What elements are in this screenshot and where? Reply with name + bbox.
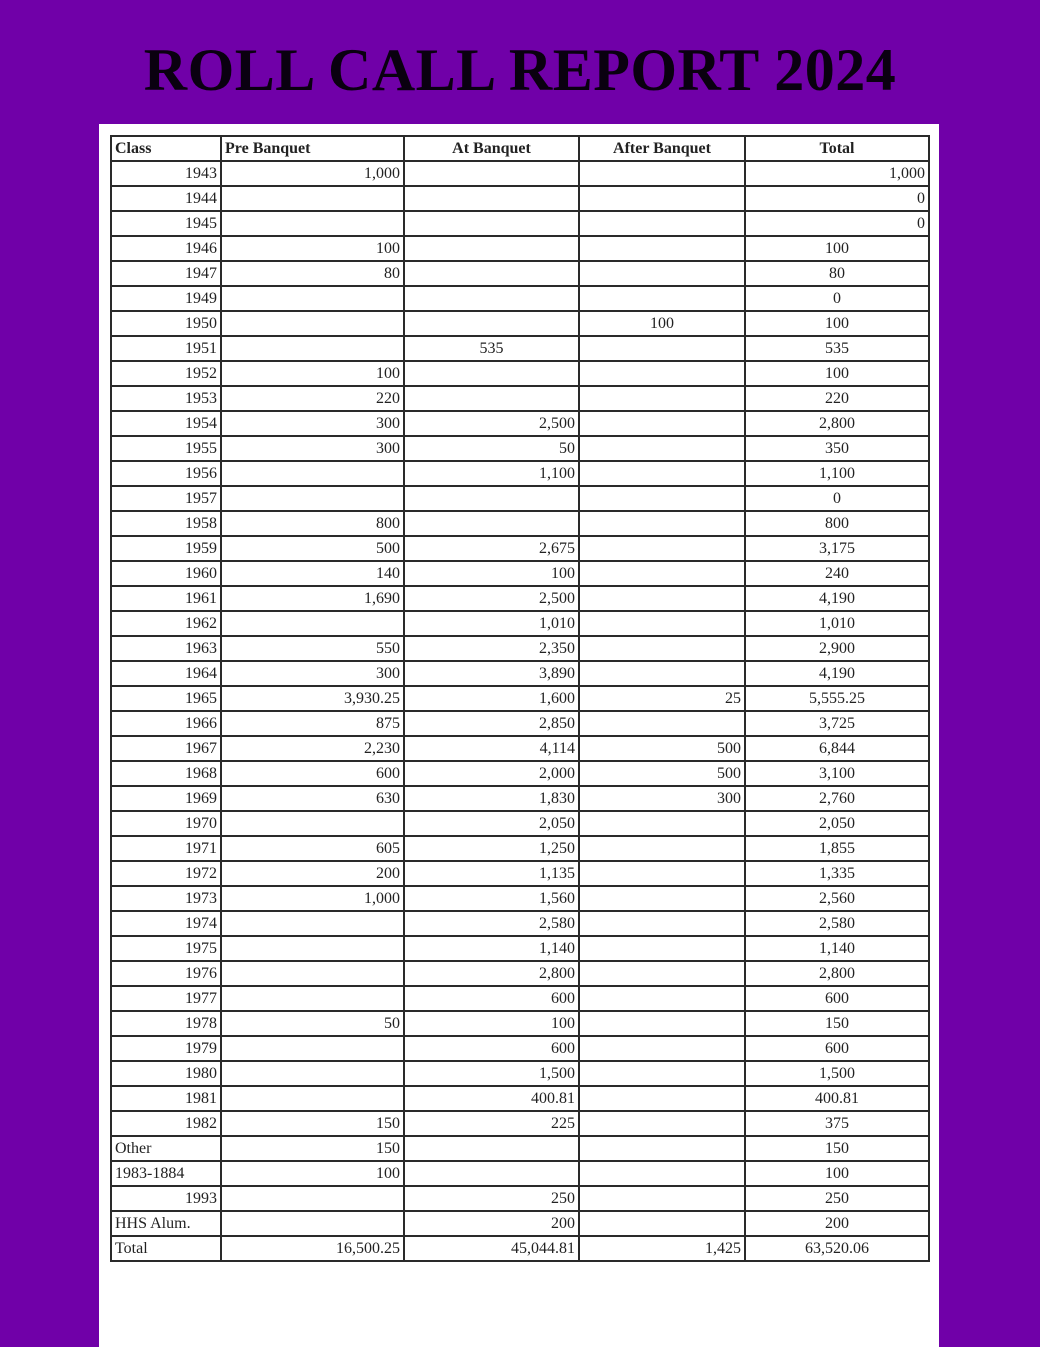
cell-pre-banquet: 300 (221, 436, 404, 461)
cell-at-banquet: 100 (404, 1011, 579, 1036)
cell-at-banquet: 1,830 (404, 786, 579, 811)
cell-at-banquet (404, 211, 579, 236)
cell-total: 2,560 (745, 886, 929, 911)
cell-total: 1,100 (745, 461, 929, 486)
cell-class: 1949 (111, 286, 221, 311)
cell-total: 600 (745, 986, 929, 1011)
table-row (111, 886, 929, 911)
cell-class: 1976 (111, 961, 221, 986)
cell-after-banquet (579, 811, 745, 836)
cell-class: 1971 (111, 836, 221, 861)
report-sheet (99, 124, 939, 1347)
table-row (111, 1061, 929, 1086)
cell-after-banquet (579, 1111, 745, 1136)
table-row (111, 686, 929, 711)
cell-class: 1954 (111, 411, 221, 436)
cell-class: HHS Alum. (111, 1211, 221, 1236)
table-row (111, 986, 929, 1011)
header-at-banquet: At Banquet (404, 136, 579, 161)
cell-class: 1965 (111, 686, 221, 711)
cell-class: 1959 (111, 536, 221, 561)
cell-pre-banquet (221, 1211, 404, 1236)
cell-class: 1958 (111, 511, 221, 536)
cell-total: 375 (745, 1111, 929, 1136)
cell-pre-banquet: 100 (221, 361, 404, 386)
cell-after-banquet (579, 911, 745, 936)
cell-pre-banquet: 1,000 (221, 886, 404, 911)
cell-after-banquet (579, 511, 745, 536)
cell-after-banquet (579, 411, 745, 436)
cell-after-banquet: 500 (579, 761, 745, 786)
cell-total: 1,855 (745, 836, 929, 861)
cell-pre-banquet: 220 (221, 386, 404, 411)
table-row (111, 1011, 929, 1036)
table-body (111, 161, 929, 1261)
cell-after-banquet (579, 886, 745, 911)
table-row (111, 936, 929, 961)
cell-total: 63,520.06 (745, 1236, 929, 1261)
table-row (111, 586, 929, 611)
cell-class: 1978 (111, 1011, 221, 1036)
header-row (111, 136, 929, 161)
cell-total: 600 (745, 1036, 929, 1061)
cell-pre-banquet: 100 (221, 1161, 404, 1186)
cell-total: 4,190 (745, 661, 929, 686)
cell-class: 1981 (111, 1086, 221, 1111)
cell-at-banquet: 4,114 (404, 736, 579, 761)
cell-at-banquet (404, 311, 579, 336)
table-row (111, 461, 929, 486)
cell-class: 1974 (111, 911, 221, 936)
cell-at-banquet: 1,600 (404, 686, 579, 711)
cell-at-banquet: 1,500 (404, 1061, 579, 1086)
cell-class: 1955 (111, 436, 221, 461)
header-after-banquet: After Banquet (579, 136, 745, 161)
cell-total: 150 (745, 1136, 929, 1161)
table-row (111, 511, 929, 536)
cell-class: 1962 (111, 611, 221, 636)
cell-after-banquet: 500 (579, 736, 745, 761)
table-row (111, 661, 929, 686)
cell-class: 1943 (111, 161, 221, 186)
cell-total: 250 (745, 1186, 929, 1211)
table-row (111, 1111, 929, 1136)
cell-total: 350 (745, 436, 929, 461)
header-class: Class (111, 136, 221, 161)
table-row (111, 786, 929, 811)
cell-at-banquet: 2,675 (404, 536, 579, 561)
cell-after-banquet: 100 (579, 311, 745, 336)
cell-after-banquet (579, 961, 745, 986)
cell-class: 1957 (111, 486, 221, 511)
cell-at-banquet (404, 286, 579, 311)
cell-total: 2,800 (745, 411, 929, 436)
cell-at-banquet: 1,135 (404, 861, 579, 886)
cell-total: 3,725 (745, 711, 929, 736)
cell-pre-banquet: 150 (221, 1111, 404, 1136)
cell-pre-banquet (221, 1086, 404, 1111)
cell-pre-banquet: 2,230 (221, 736, 404, 761)
cell-after-banquet (579, 1086, 745, 1111)
cell-after-banquet (579, 361, 745, 386)
cell-pre-banquet (221, 286, 404, 311)
cell-class: 1983-1884 (111, 1161, 221, 1186)
cell-pre-banquet: 50 (221, 1011, 404, 1036)
cell-total: 1,500 (745, 1061, 929, 1086)
cell-class: 1946 (111, 236, 221, 261)
table-row (111, 161, 929, 186)
cell-pre-banquet (221, 1186, 404, 1211)
cell-pre-banquet (221, 311, 404, 336)
cell-pre-banquet: 1,690 (221, 586, 404, 611)
cell-total: 2,050 (745, 811, 929, 836)
cell-total: 1,000 (745, 161, 929, 186)
cell-at-banquet: 1,010 (404, 611, 579, 636)
cell-pre-banquet: 800 (221, 511, 404, 536)
cell-pre-banquet: 200 (221, 861, 404, 886)
table-row (111, 286, 929, 311)
table-row (111, 1161, 929, 1186)
cell-at-banquet: 600 (404, 1036, 579, 1061)
cell-total: 4,190 (745, 586, 929, 611)
cell-pre-banquet (221, 186, 404, 211)
table-row (111, 1136, 929, 1161)
cell-pre-banquet: 3,930.25 (221, 686, 404, 711)
cell-class: 1956 (111, 461, 221, 486)
cell-after-banquet (579, 1211, 745, 1236)
cell-class: 1967 (111, 736, 221, 761)
cell-pre-banquet: 630 (221, 786, 404, 811)
cell-at-banquet: 2,500 (404, 411, 579, 436)
cell-pre-banquet (221, 811, 404, 836)
table-row (111, 211, 929, 236)
table-row (111, 711, 929, 736)
table-row (111, 911, 929, 936)
cell-total: 1,010 (745, 611, 929, 636)
cell-class: Other (111, 1136, 221, 1161)
cell-pre-banquet (221, 961, 404, 986)
cell-at-banquet (404, 261, 579, 286)
cell-pre-banquet (221, 486, 404, 511)
cell-pre-banquet (221, 211, 404, 236)
cell-at-banquet (404, 486, 579, 511)
table-row (111, 386, 929, 411)
cell-at-banquet: 1,250 (404, 836, 579, 861)
table-row (111, 186, 929, 211)
table-row (111, 486, 929, 511)
cell-after-banquet (579, 611, 745, 636)
cell-after-banquet (579, 1011, 745, 1036)
cell-total: 220 (745, 386, 929, 411)
cell-after-banquet (579, 836, 745, 861)
roll-call-table (110, 135, 930, 1262)
cell-class: 1969 (111, 786, 221, 811)
cell-at-banquet: 100 (404, 561, 579, 586)
table-row (111, 411, 929, 436)
cell-after-banquet: 1,425 (579, 1236, 745, 1261)
cell-at-banquet: 2,000 (404, 761, 579, 786)
cell-total: 2,800 (745, 961, 929, 986)
cell-at-banquet (404, 1136, 579, 1161)
cell-after-banquet (579, 1161, 745, 1186)
cell-pre-banquet (221, 986, 404, 1011)
cell-class: 1944 (111, 186, 221, 211)
cell-after-banquet (579, 211, 745, 236)
table-row (111, 636, 929, 661)
cell-at-banquet: 2,500 (404, 586, 579, 611)
cell-total: 5,555.25 (745, 686, 929, 711)
cell-class: 1972 (111, 861, 221, 886)
cell-class: 1960 (111, 561, 221, 586)
table-row (111, 1211, 929, 1236)
cell-at-banquet: 535 (404, 336, 579, 361)
cell-class: Total (111, 1236, 221, 1261)
cell-pre-banquet: 16,500.25 (221, 1236, 404, 1261)
totals-row (111, 1236, 929, 1261)
cell-class: 1973 (111, 886, 221, 911)
table-row (111, 961, 929, 986)
cell-class: 1947 (111, 261, 221, 286)
cell-class: 1977 (111, 986, 221, 1011)
cell-total: 1,140 (745, 936, 929, 961)
cell-at-banquet: 2,580 (404, 911, 579, 936)
cell-at-banquet: 1,100 (404, 461, 579, 486)
cell-pre-banquet: 80 (221, 261, 404, 286)
cell-pre-banquet: 1,000 (221, 161, 404, 186)
table-row (111, 436, 929, 461)
cell-total: 3,100 (745, 761, 929, 786)
cell-at-banquet: 250 (404, 1186, 579, 1211)
cell-class: 1993 (111, 1186, 221, 1211)
cell-class: 1945 (111, 211, 221, 236)
cell-total: 800 (745, 511, 929, 536)
cell-total: 400.81 (745, 1086, 929, 1111)
cell-class: 1950 (111, 311, 221, 336)
cell-at-banquet: 1,140 (404, 936, 579, 961)
table-row (111, 311, 929, 336)
cell-total: 1,335 (745, 861, 929, 886)
cell-pre-banquet: 500 (221, 536, 404, 561)
table-row (111, 561, 929, 586)
cell-at-banquet (404, 161, 579, 186)
cell-after-banquet: 25 (579, 686, 745, 711)
cell-after-banquet (579, 236, 745, 261)
cell-at-banquet: 200 (404, 1211, 579, 1236)
cell-class: 1980 (111, 1061, 221, 1086)
cell-at-banquet: 225 (404, 1111, 579, 1136)
cell-at-banquet (404, 1161, 579, 1186)
table-row (111, 811, 929, 836)
cell-total: 0 (745, 186, 929, 211)
header-pre-banquet: Pre Banquet (221, 136, 404, 161)
cell-after-banquet (579, 936, 745, 961)
cell-total: 80 (745, 261, 929, 286)
cell-pre-banquet: 875 (221, 711, 404, 736)
cell-pre-banquet (221, 1036, 404, 1061)
cell-total: 100 (745, 311, 929, 336)
cell-after-banquet (579, 286, 745, 311)
table-row (111, 1086, 929, 1111)
cell-after-banquet (579, 261, 745, 286)
cell-after-banquet (579, 1036, 745, 1061)
cell-total: 2,760 (745, 786, 929, 811)
cell-at-banquet (404, 386, 579, 411)
cell-after-banquet (579, 486, 745, 511)
table-row (111, 611, 929, 636)
cell-class: 1951 (111, 336, 221, 361)
cell-class: 1961 (111, 586, 221, 611)
cell-after-banquet (579, 336, 745, 361)
cell-after-banquet (579, 636, 745, 661)
cell-at-banquet (404, 236, 579, 261)
cell-pre-banquet (221, 336, 404, 361)
page-title: ROLL CALL REPORT 2024 (143, 37, 897, 103)
cell-total: 100 (745, 361, 929, 386)
cell-pre-banquet: 605 (221, 836, 404, 861)
cell-at-banquet: 3,890 (404, 661, 579, 686)
cell-after-banquet (579, 1061, 745, 1086)
cell-total: 100 (745, 1161, 929, 1186)
cell-pre-banquet: 100 (221, 236, 404, 261)
table-row (111, 1036, 929, 1061)
cell-class: 1979 (111, 1036, 221, 1061)
table-row (111, 836, 929, 861)
cell-class: 1970 (111, 811, 221, 836)
table-row (111, 761, 929, 786)
cell-after-banquet (579, 1136, 745, 1161)
cell-pre-banquet: 550 (221, 636, 404, 661)
cell-at-banquet: 2,800 (404, 961, 579, 986)
cell-at-banquet: 1,560 (404, 886, 579, 911)
cell-after-banquet (579, 436, 745, 461)
cell-pre-banquet (221, 461, 404, 486)
cell-pre-banquet (221, 1061, 404, 1086)
cell-after-banquet (579, 986, 745, 1011)
cell-after-banquet (579, 161, 745, 186)
cell-total: 3,175 (745, 536, 929, 561)
cell-total: 100 (745, 236, 929, 261)
cell-pre-banquet (221, 611, 404, 636)
header-total: Total (745, 136, 929, 161)
cell-total: 0 (745, 486, 929, 511)
cell-at-banquet (404, 186, 579, 211)
cell-at-banquet: 45,044.81 (404, 1236, 579, 1261)
cell-class: 1953 (111, 386, 221, 411)
cell-pre-banquet (221, 911, 404, 936)
cell-total: 6,844 (745, 736, 929, 761)
table-row (111, 736, 929, 761)
cell-after-banquet (579, 536, 745, 561)
table-row (111, 236, 929, 261)
cell-class: 1982 (111, 1111, 221, 1136)
cell-pre-banquet: 300 (221, 661, 404, 686)
cell-pre-banquet: 600 (221, 761, 404, 786)
cell-at-banquet: 2,850 (404, 711, 579, 736)
cell-class: 1966 (111, 711, 221, 736)
cell-total: 150 (745, 1011, 929, 1036)
cell-pre-banquet (221, 936, 404, 961)
cell-at-banquet (404, 361, 579, 386)
cell-after-banquet (579, 861, 745, 886)
cell-after-banquet (579, 1186, 745, 1211)
cell-total: 2,580 (745, 911, 929, 936)
cell-at-banquet: 50 (404, 436, 579, 461)
cell-at-banquet: 600 (404, 986, 579, 1011)
cell-after-banquet (579, 461, 745, 486)
cell-after-banquet (579, 186, 745, 211)
table-row (111, 1186, 929, 1211)
cell-total: 240 (745, 561, 929, 586)
cell-total: 0 (745, 211, 929, 236)
cell-after-banquet (579, 586, 745, 611)
table-row (111, 361, 929, 386)
cell-total: 2,900 (745, 636, 929, 661)
cell-after-banquet (579, 661, 745, 686)
cell-total: 200 (745, 1211, 929, 1236)
cell-class: 1964 (111, 661, 221, 686)
table-row (111, 536, 929, 561)
cell-after-banquet (579, 561, 745, 586)
cell-pre-banquet: 140 (221, 561, 404, 586)
cell-after-banquet (579, 711, 745, 736)
cell-at-banquet: 400.81 (404, 1086, 579, 1111)
cell-total: 535 (745, 336, 929, 361)
cell-class: 1968 (111, 761, 221, 786)
cell-pre-banquet: 150 (221, 1136, 404, 1161)
cell-class: 1963 (111, 636, 221, 661)
table-row (111, 861, 929, 886)
cell-at-banquet (404, 511, 579, 536)
cell-class: 1952 (111, 361, 221, 386)
table-row (111, 336, 929, 361)
cell-at-banquet: 2,050 (404, 811, 579, 836)
cell-at-banquet: 2,350 (404, 636, 579, 661)
cell-after-banquet (579, 386, 745, 411)
cell-total: 0 (745, 286, 929, 311)
cell-class: 1975 (111, 936, 221, 961)
cell-pre-banquet: 300 (221, 411, 404, 436)
table-row (111, 261, 929, 286)
cell-after-banquet: 300 (579, 786, 745, 811)
